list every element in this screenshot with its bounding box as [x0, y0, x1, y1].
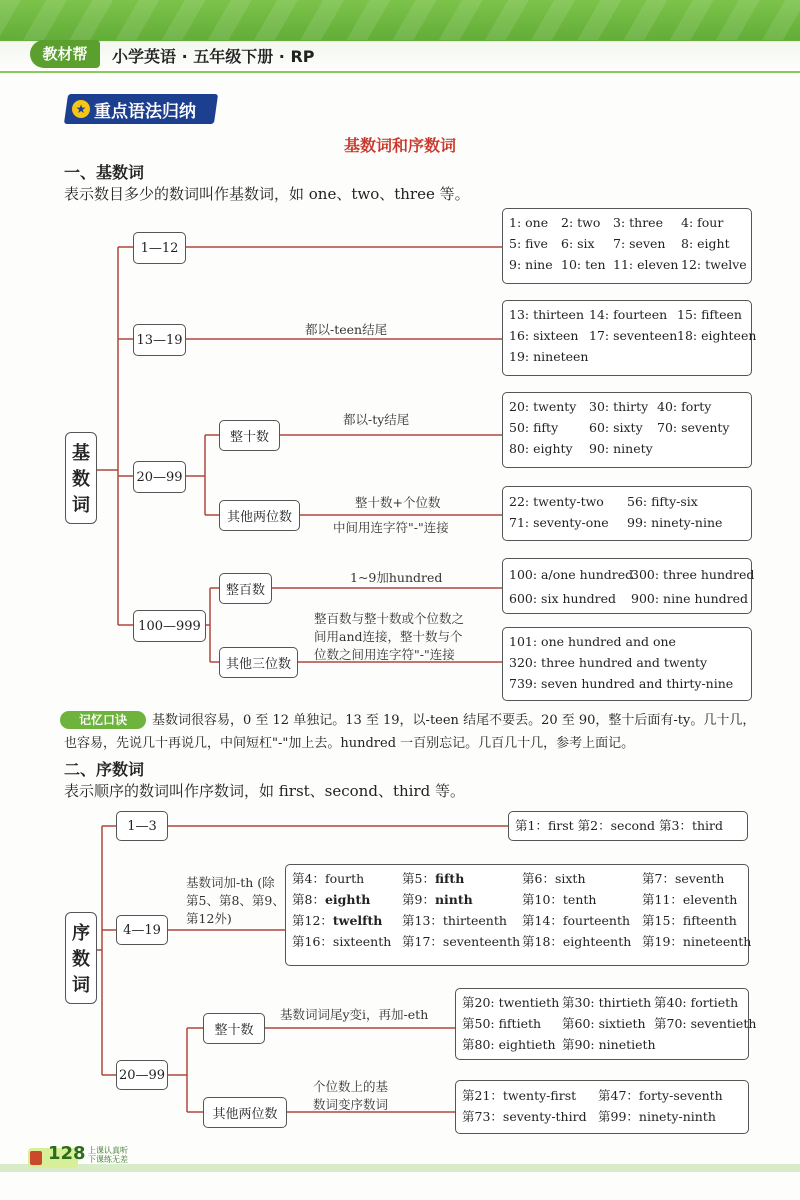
- entry-word: nineteenth: [682, 934, 752, 949]
- box-row: [509, 325, 757, 346]
- box-row: [509, 254, 745, 275]
- note-ty: 都以-ty结尾: [343, 412, 410, 427]
- entry: [642, 868, 746, 889]
- range-13-19-label: 13—19: [133, 324, 186, 356]
- entry: [642, 889, 746, 910]
- entry-prefix: 第11：: [642, 892, 683, 907]
- page-motto: [88, 1146, 128, 1164]
- box-row: [509, 438, 745, 459]
- box-row: [292, 868, 742, 889]
- entry-word: sixth: [554, 871, 586, 886]
- hundreds-label: 整百数: [219, 573, 272, 604]
- entry-word: seventeenth: [442, 934, 521, 949]
- two-digit-label: 其他两位数: [219, 500, 300, 531]
- entry-prefix: 第6：: [522, 871, 555, 886]
- entry: [292, 868, 402, 889]
- entry: 739: seven hundred and thirty-nine: [509, 676, 734, 691]
- box-13-19: [502, 300, 757, 376]
- box-1-3: [508, 811, 748, 841]
- cardinal-description: 表示数目多少的数词叫作基数词，如 one、two、three 等。: [64, 185, 470, 203]
- box-row: [509, 587, 749, 611]
- entry: 99: ninety-nine: [627, 515, 723, 530]
- box-two-digit: [502, 486, 752, 541]
- entry: 30: thirty: [589, 399, 649, 414]
- entry: 6: six: [561, 236, 595, 251]
- box-row: [509, 512, 745, 533]
- range-1-3-label: 1—3: [116, 811, 168, 841]
- entry: 18: eighteen: [677, 328, 757, 343]
- range-4-19-label: 4—19: [116, 915, 168, 945]
- note-two-digit-1: 整十数+个位数: [355, 495, 441, 510]
- range-20-99-label: 20—99: [133, 461, 186, 493]
- box-row: [462, 992, 742, 1013]
- brand-label: 教材帮: [30, 40, 100, 68]
- note-th-3: 第12外): [186, 911, 232, 926]
- footer-strip: [0, 1164, 800, 1172]
- entry: 70: seventy: [657, 420, 730, 435]
- entry: 60: sixty: [589, 420, 643, 435]
- entry-word: eleventh: [682, 892, 738, 907]
- entry: 3: three: [613, 215, 663, 230]
- entry: 8: eight: [681, 236, 730, 251]
- box-row: [509, 346, 745, 367]
- note-ordinal-two-digit-1: 个位数上的基: [313, 1079, 389, 1094]
- entry: 第80: eightieth: [462, 1037, 556, 1052]
- entry: 900: nine hundred: [631, 591, 749, 606]
- entry-word: fourth: [324, 871, 365, 886]
- memory-tip-text: 基数词很容易，0 至 12 单独记。13 至 19，以-teen 结尾不要丢。20 至 90，整十后面有-ty。几十几，: [152, 713, 756, 728]
- entry: 第99：ninety-ninth: [598, 1109, 716, 1124]
- note-th-2: 第5、第8、第9、: [186, 893, 285, 908]
- box-row: [509, 212, 745, 233]
- entry-prefix: 第14：: [522, 913, 563, 928]
- ordinal-root-label: 序数词: [65, 912, 97, 1004]
- entry-prefix: 第4：: [292, 871, 325, 886]
- entry: 15: fifteen: [677, 307, 742, 322]
- entry-word: tenth: [562, 892, 597, 907]
- entry: 第90: ninetieth: [562, 1037, 656, 1052]
- box-row: [292, 889, 742, 910]
- memory-tip-text-2: 也容易，先说几十再说几，中间短杠"-"加上去。hundred 一百别忘记。几百几十几，参考上面记。: [64, 736, 635, 751]
- ordinal-description: 表示顺序的数词叫作序数词，如 first、second、third 等。: [64, 782, 465, 800]
- entry: 14: fourteen: [589, 307, 668, 322]
- entry: 12: twelve: [681, 257, 747, 272]
- note-three-digit-1: 整百数与整十数或个位数之: [314, 611, 465, 626]
- book-title: 小学英语 · 五年级下册 · RP: [112, 47, 315, 66]
- entry-prefix: 第13：: [402, 913, 443, 928]
- entry-word: eighteenth: [562, 934, 632, 949]
- memory-tip-badge: 记忆口诀: [60, 711, 146, 729]
- entry-word: ninth: [434, 892, 473, 907]
- entry: 第73：seventy-third: [462, 1109, 587, 1124]
- entry: 5: five: [509, 236, 548, 251]
- entry: 50: fifty: [509, 420, 559, 435]
- entry-word: twelfth: [332, 913, 383, 928]
- ordinal-heading: 二、序数词: [64, 760, 145, 779]
- entry: [292, 910, 402, 931]
- entry: [402, 868, 522, 889]
- entry: 第60: sixtieth: [562, 1016, 646, 1031]
- entry: 20: twenty: [509, 399, 577, 414]
- tens-label: 整十数: [219, 420, 280, 451]
- entry-prefix: 第19：: [642, 934, 683, 949]
- entry: 320: three hundred and twenty: [509, 655, 708, 670]
- entry: 101: one hundred and one: [509, 634, 676, 649]
- box-ordinal-tens: [455, 988, 757, 1060]
- page-motto-line: 上课认真听: [88, 1146, 128, 1155]
- entry: 第1：first 第2：second 第3：third: [515, 818, 723, 833]
- box-row: [509, 491, 745, 512]
- entry: 11: eleven: [613, 257, 679, 272]
- entry-word: sixteenth: [332, 934, 392, 949]
- entry: [292, 931, 402, 952]
- entry: 第47：forty-seventh: [598, 1088, 723, 1103]
- entry: 90: ninety: [589, 441, 653, 456]
- entry: [402, 931, 522, 952]
- entry-word: thirteenth: [442, 913, 507, 928]
- box-row: [509, 304, 745, 325]
- box-row: [509, 417, 745, 438]
- entry-word: seventh: [674, 871, 725, 886]
- entry: [522, 889, 642, 910]
- box-1-12: [502, 208, 752, 284]
- box-row: [509, 396, 745, 417]
- cardinal-heading: 一、基数词: [64, 163, 145, 182]
- entry: 第30: thirtieth: [562, 995, 652, 1010]
- entry: [292, 889, 402, 910]
- entry-prefix: 第12：: [292, 913, 333, 928]
- box-row: [292, 931, 752, 952]
- entry: [402, 910, 522, 931]
- entry: 17: seventeen: [589, 328, 678, 343]
- box-tens: [502, 392, 752, 468]
- entry: 4: four: [681, 215, 724, 230]
- star-icon: ★: [72, 100, 90, 118]
- range-100-999-label: 100—999: [133, 610, 206, 642]
- entry: 56: fifty-six: [627, 494, 698, 509]
- note-three-digit-2: 间用and连接，整十数与个: [314, 629, 463, 644]
- entry-prefix: 第5：: [402, 871, 435, 886]
- entry: [402, 889, 522, 910]
- entry: 10: ten: [561, 257, 606, 272]
- note-teen: 都以-teen结尾: [305, 322, 388, 337]
- entry: 16: sixteen: [509, 328, 579, 343]
- ordinal-tens-label: 整十数: [203, 1013, 265, 1044]
- entry: 19: nineteen: [509, 349, 589, 364]
- entry: 80: eighty: [509, 441, 573, 456]
- box-row: [509, 563, 755, 587]
- three-digit-label: 其他三位数: [219, 647, 298, 678]
- entry: 100: a/one hundred: [509, 567, 634, 582]
- note-eth: 基数词词尾y变i，再加-eth: [280, 1007, 429, 1022]
- entry-prefix: 第17：: [402, 934, 443, 949]
- entry: 22: twenty-two: [509, 494, 604, 509]
- entry: [642, 910, 746, 931]
- entry: [642, 931, 752, 952]
- entry-word: eighth: [324, 892, 371, 907]
- entry-word: fourteenth: [562, 913, 631, 928]
- entry: 第20: twentieth: [462, 995, 560, 1010]
- entry: [522, 910, 642, 931]
- page-motto-line: 下课练无差: [88, 1155, 128, 1164]
- entry-prefix: 第16：: [292, 934, 333, 949]
- box-three-digit: [502, 627, 752, 701]
- entry: 13: thirteen: [509, 307, 585, 322]
- entry: 第21：twenty-first: [462, 1088, 577, 1103]
- box-row: [292, 910, 742, 931]
- entry-word: fifteenth: [682, 913, 737, 928]
- note-two-digit-2: 中间用连字符"-"连接: [333, 520, 449, 535]
- box-row: [509, 233, 745, 254]
- box-row: [462, 1034, 742, 1055]
- entry: 2: two: [561, 215, 601, 230]
- entry-prefix: 第9：: [402, 892, 435, 907]
- box-ordinal-two-digit: [455, 1080, 749, 1134]
- entry: 600: six hundred: [509, 591, 617, 606]
- entry: 9: nine: [509, 257, 553, 272]
- entry: 1: one: [509, 215, 549, 230]
- entry: 40: forty: [657, 399, 712, 414]
- note-hundred: 1~9加hundred: [350, 570, 443, 585]
- box-hundreds: [502, 558, 755, 614]
- box-row: [462, 1085, 742, 1106]
- ordinal-two-digit-label: 其他两位数: [203, 1097, 287, 1128]
- entry-prefix: 第7：: [642, 871, 675, 886]
- range-1-12-label: 1—12: [133, 232, 186, 264]
- page-title: 基数词和序数词: [343, 136, 456, 155]
- entry-word: fifth: [434, 871, 465, 886]
- entry: [522, 868, 642, 889]
- entry: 第40: fortieth: [654, 995, 739, 1010]
- entry-prefix: 第10：: [522, 892, 563, 907]
- entry-prefix: 第15：: [642, 913, 683, 928]
- range-20-99-label: 20—99: [116, 1060, 168, 1090]
- entry: 第70: seventieth: [654, 1016, 757, 1031]
- entry: 第50: fiftieth: [462, 1016, 542, 1031]
- note-ordinal-two-digit-2: 数词变序数词: [313, 1097, 389, 1112]
- section-banner-text: 重点语法归纳: [94, 102, 196, 122]
- page-number: 128: [48, 1143, 86, 1164]
- entry: 300: three hundred: [631, 567, 755, 582]
- cardinal-root-label: 基数词: [65, 432, 97, 524]
- note-th-1: 基数词加-th (除: [186, 875, 275, 890]
- entry: 71: seventy-one: [509, 515, 609, 530]
- entry-prefix: 第18：: [522, 934, 563, 949]
- box-row: [462, 1013, 757, 1034]
- note-three-digit-3: 位数之间用连字符"-"连接: [314, 647, 455, 662]
- box-4-19: [285, 864, 752, 966]
- entry: [522, 931, 642, 952]
- box-row: [462, 1106, 742, 1127]
- entry-prefix: 第8：: [292, 892, 325, 907]
- entry: 7: seven: [613, 236, 666, 251]
